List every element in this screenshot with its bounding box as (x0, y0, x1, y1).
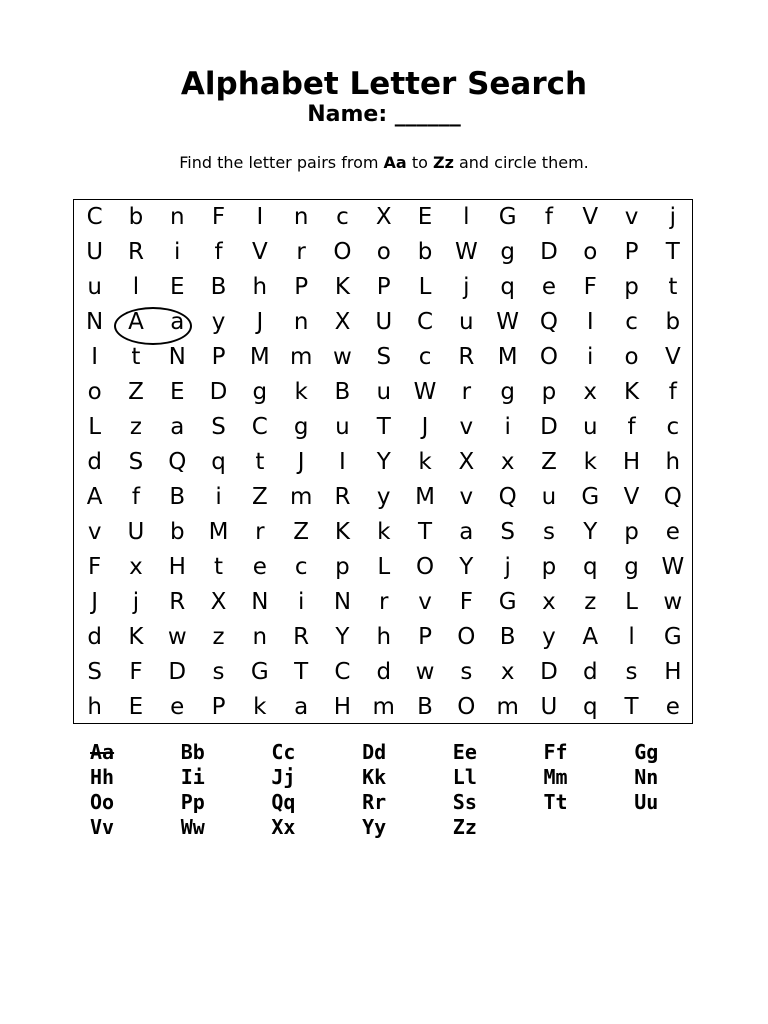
grid-letter: l (628, 624, 635, 650)
grid-letter: P (294, 274, 309, 300)
grid-letter: O (415, 554, 435, 580)
grid-letter: Q (539, 309, 558, 335)
grid-letter: B (334, 379, 351, 405)
grid-letter: l (132, 274, 140, 300)
grid-letter: Z (293, 519, 310, 545)
grid-letter: w (333, 344, 352, 370)
grid-letter: Y (583, 519, 598, 545)
grid-letter: U (540, 694, 558, 720)
grid-letter: F (88, 554, 102, 580)
grid-letter: U (127, 519, 145, 545)
letter-pair-item: Rr (362, 790, 387, 814)
grid-letter: d (87, 624, 102, 650)
letter-pair-item: Ww (180, 815, 205, 839)
grid-letter: h (87, 694, 102, 720)
grid-letter: M (497, 344, 518, 370)
grid-letter: I (339, 449, 346, 475)
letter-pair-item: Hh (90, 765, 115, 789)
letter-pair-item: Ii (180, 765, 205, 789)
grid-letter: u (87, 274, 102, 300)
grid-letter: r (296, 239, 306, 265)
grid-letter: a (294, 694, 309, 720)
grid-letter: w (663, 589, 683, 615)
letter-grid (73, 199, 693, 724)
grid-letter: j (669, 204, 677, 230)
grid-letter: u (459, 309, 474, 335)
grid-letter: K (128, 624, 144, 650)
grid-letter: m (496, 694, 519, 720)
letter-pair-item: Gg (634, 740, 659, 764)
grid-letter: f (214, 239, 223, 265)
grid-letter: q (211, 449, 226, 475)
grid-letter: i (215, 484, 222, 510)
grid-letter: m (372, 694, 395, 720)
letter-pair-item: Pp (180, 790, 205, 814)
grid-letter: t (668, 274, 678, 300)
grid-letter: F (583, 274, 597, 300)
grid-letter: k (294, 379, 308, 405)
instructions-to-pair: Zz (432, 153, 454, 172)
grid-letter: y (376, 484, 391, 510)
grid-letter: n (252, 624, 268, 650)
instructions (0, 152, 768, 174)
grid-letter: o (583, 239, 598, 265)
grid-letter: B (417, 694, 433, 720)
grid-letter: w (415, 659, 435, 685)
grid-letter: W (454, 239, 478, 265)
grid-letter: R (293, 624, 310, 650)
letter-pair-item: Ee (452, 740, 477, 764)
grid-letter: R (458, 344, 475, 370)
grid-letter: j (504, 554, 511, 580)
grid-letter: r (461, 379, 472, 405)
grid-letter: b (169, 519, 185, 545)
grid-letter: L (377, 554, 391, 580)
grid-letter: b (128, 204, 144, 230)
grid-letter: k (253, 694, 267, 720)
grid-letter: N (86, 309, 104, 335)
grid-letter: U (86, 239, 104, 265)
grid-letter: S (500, 519, 515, 545)
grid-letter: o (624, 344, 639, 370)
grid-letter: o (376, 239, 391, 265)
grid-letter: V (623, 484, 640, 510)
grid-letter: G (250, 659, 269, 685)
grid-letter: b (665, 309, 681, 335)
grid-letter: V (664, 344, 681, 370)
grid-letter: q (500, 274, 515, 300)
grid-letter: Q (168, 449, 187, 475)
grid-letter: g (252, 379, 268, 405)
grid-letter: M (208, 519, 229, 545)
grid-letter: s (212, 659, 225, 685)
grid-letter: n (293, 309, 309, 335)
grid-letter: D (168, 659, 187, 685)
grid-letter: e (252, 554, 267, 580)
grid-letter: S (211, 414, 226, 440)
grid-letter: g (624, 554, 639, 580)
grid-letter: N (251, 589, 269, 615)
grid-letter: Q (663, 484, 682, 510)
grid-letter: y (211, 309, 226, 335)
grid-letter: L (418, 274, 432, 300)
grid-letter: z (584, 589, 597, 615)
letter-pair-item: Mm (543, 765, 568, 789)
grid-letter: C (334, 659, 351, 685)
grid-letter: s (625, 659, 638, 685)
grid-letter: M (415, 484, 435, 510)
grid-letter: L (88, 414, 102, 440)
grid-letter: x (129, 554, 143, 580)
grid-letter: U (375, 309, 393, 335)
grid-letter: F (211, 204, 226, 230)
letter-pair-item: Vv (90, 815, 115, 839)
grid-letter: u (541, 484, 557, 510)
grid-letter: g (500, 379, 515, 405)
grid-letter: Y (376, 449, 391, 475)
grid-letter: H (168, 554, 186, 580)
grid-letter: v (87, 519, 102, 545)
grid-letter: u (582, 414, 598, 440)
grid-letter: O (457, 694, 476, 720)
grid-letter: R (127, 239, 144, 265)
letter-pair-item: Bb (180, 740, 205, 764)
grid-letter: D (540, 414, 558, 440)
letter-pair-item: Ff (543, 740, 568, 764)
grid-letter: T (376, 414, 391, 440)
grid-letter: B (210, 274, 227, 300)
grid-letter: V (251, 239, 268, 265)
grid-letter: F (459, 589, 473, 615)
instructions-text-after: and circle them. (453, 153, 589, 172)
grid-letter: q (582, 694, 598, 720)
grid-letter: l (463, 204, 470, 230)
grid-letter: n (169, 204, 185, 230)
grid-letter: k (583, 449, 597, 475)
grid-letter: K (623, 379, 640, 405)
grid-letter: s (542, 519, 555, 545)
grid-letter: P (211, 694, 226, 720)
grid-letter: Y (459, 554, 474, 580)
grid-letter: c (625, 309, 638, 335)
grid-letter: f (668, 379, 677, 405)
grid-letter: F (129, 659, 143, 685)
grid-letter: y (542, 624, 556, 650)
grid-letter: i (587, 344, 594, 370)
grid-letter: G (498, 589, 517, 615)
grid-letter: v (459, 484, 474, 510)
grid-letter: S (87, 659, 102, 685)
grid-letter: R (169, 589, 186, 615)
grid-letter: Z (251, 484, 268, 510)
grid-letter: c (418, 344, 432, 370)
grid-letter: N (168, 344, 186, 370)
grid-letter: X (375, 204, 392, 230)
grid-letter: v (624, 204, 639, 230)
grid-letter: f (131, 484, 140, 510)
letter-pair-item: Uu (634, 790, 659, 814)
grid-letter: L (625, 589, 638, 615)
grid-letter: H (664, 659, 682, 685)
grid-letter: E (128, 694, 144, 720)
grid-letter: g (293, 414, 309, 440)
letter-pair-item: Kk (362, 765, 387, 789)
grid-letter: O (539, 344, 558, 370)
grid-letter: i (174, 239, 181, 265)
grid-letter: W (661, 554, 685, 580)
letter-pair-item: Nn (634, 765, 659, 789)
grid-letter: T (665, 239, 680, 265)
grid-letter: x (500, 449, 515, 475)
grid-letter: V (582, 204, 599, 230)
grid-letter: q (582, 554, 598, 580)
grid-letter: P (624, 239, 639, 265)
letter-pair-item: Ll (452, 765, 477, 789)
grid-letter: p (541, 379, 557, 405)
letter-pair-item: Zz (452, 815, 477, 839)
letter-pair-item: Tt (543, 790, 568, 814)
grid-letter: H (622, 449, 641, 475)
grid-letter: e (541, 274, 557, 300)
grid-letter: s (460, 659, 473, 685)
grid-letter: P (376, 274, 391, 300)
grid-letter: W (413, 379, 437, 405)
grid-letter: e (170, 694, 185, 720)
grid-letter: K (334, 519, 350, 545)
grid-letter: K (334, 274, 350, 300)
grid-letter: P (211, 344, 226, 370)
letter-pair-item: Oo (90, 790, 115, 814)
grid-letter: p (624, 274, 639, 300)
grid-letter: Z (541, 449, 557, 475)
grid-letter: e (665, 694, 680, 720)
grid-letter: p (335, 554, 350, 580)
grid-letter: d (582, 659, 598, 685)
grid-letter: n (293, 204, 309, 230)
grid-letter: N (333, 589, 352, 615)
instructions-text-before: Find the letter pairs from (179, 153, 384, 172)
grid-letter: X (210, 589, 227, 615)
grid-letter: I (586, 309, 594, 335)
grid-letter: I (256, 204, 264, 230)
grid-letter: p (624, 519, 639, 545)
grid-letter: t (131, 344, 141, 370)
grid-letter: a (170, 414, 185, 440)
grid-letter: d (87, 449, 102, 475)
letter-pair-item: Dd (362, 740, 387, 764)
letter-pair-item: Aa (90, 740, 115, 764)
grid-letter: h (665, 449, 681, 475)
grid-letter: A (128, 309, 144, 335)
grid-letter: H (333, 694, 352, 720)
grid-letter: E (169, 379, 185, 405)
grid-letter: z (129, 414, 142, 440)
grid-letter: E (169, 274, 185, 300)
grid-letter: g (500, 239, 515, 265)
letter-pair-item: Xx (271, 815, 296, 839)
grid-letter: B (499, 624, 516, 650)
grid-letter: r (255, 519, 265, 545)
grid-letter: r (379, 589, 389, 615)
grid-letter: j (132, 589, 140, 615)
grid-letter: X (334, 309, 351, 335)
grid-letter: I (91, 344, 99, 370)
grid-letter: S (376, 344, 392, 370)
grid-letter: E (417, 204, 433, 230)
grid-letter: C (86, 204, 103, 230)
grid-letter: G (498, 204, 517, 230)
grid-letter: G (663, 624, 682, 650)
grid-letter: X (458, 449, 475, 475)
grid-letter: O (457, 624, 476, 650)
grid-letter: Y (335, 624, 350, 650)
letter-pair-item: Qq (271, 790, 296, 814)
circled-pair-mark (114, 307, 192, 345)
grid-letter: u (376, 379, 392, 405)
grid-letter: z (212, 624, 225, 650)
grid-letter: D (540, 659, 558, 685)
page-title: Alphabet Letter Search (180, 66, 588, 102)
instructions-text-middle: to (406, 153, 433, 172)
grid-letter: k (377, 519, 391, 545)
grid-letter: k (418, 449, 432, 475)
grid-letter: T (418, 519, 433, 545)
grid-letter: p (541, 554, 557, 580)
grid-letter: x (542, 589, 556, 615)
grid-letter: J (421, 414, 429, 440)
grid-letter: m (289, 344, 313, 370)
grid-letter: b (417, 239, 433, 265)
grid-letter: c (336, 204, 349, 230)
grid-letter: f (544, 204, 553, 230)
letter-pair-item: Cc (271, 740, 296, 764)
grid-letter: M (249, 344, 270, 370)
grid-letter: S (128, 449, 144, 475)
grid-letter: j (463, 274, 470, 300)
letter-pair-item: Jj (271, 765, 296, 789)
grid-letter: a (170, 309, 185, 335)
grid-letter: D (540, 239, 558, 265)
grid-letter: G (581, 484, 600, 510)
grid-letter: w (167, 624, 187, 650)
grid-letter: a (459, 519, 474, 545)
grid-letter: u (335, 414, 350, 440)
grid-letter: Q (498, 484, 517, 510)
grid-letter: v (418, 589, 432, 615)
grid-letter: f (627, 414, 636, 440)
grid-letter: P (418, 624, 432, 650)
grid-letter: Z (128, 379, 144, 405)
name-line: Name: ______ (307, 102, 461, 127)
grid-letter: J (91, 589, 99, 615)
grid-letter: B (169, 484, 186, 510)
grid-letter: x (500, 659, 515, 685)
grid-letter: d (376, 659, 392, 685)
grid-letter: A (86, 484, 103, 510)
grid-letter: o (87, 379, 102, 405)
grid-letter: O (333, 239, 352, 265)
grid-letter: J (297, 449, 305, 475)
letter-pair-item: Yy (362, 815, 387, 839)
grid-letter: i (297, 589, 305, 615)
grid-letter: e (665, 519, 680, 545)
grid-letter: c (294, 554, 308, 580)
grid-letter: J (256, 309, 264, 335)
grid-letter: W (496, 309, 520, 335)
instructions-from-pair: Aa (383, 153, 407, 172)
grid-letter: D (209, 379, 228, 405)
grid-letter: x (583, 379, 598, 405)
grid-letter: m (289, 484, 313, 510)
grid-letter: T (294, 659, 309, 685)
grid-letter: c (666, 414, 680, 440)
grid-letter: A (582, 624, 599, 650)
grid-letter: h (376, 624, 392, 650)
grid-letter: i (504, 414, 511, 440)
grid-letter: t (214, 554, 224, 580)
grid-letter: v (459, 414, 474, 440)
grid-letter: C (417, 309, 434, 335)
grid-letter: t (255, 449, 265, 475)
grid-letter: h (252, 274, 268, 300)
grid-letter: R (334, 484, 351, 510)
grid-letter: T (624, 694, 639, 720)
letter-pair-item: Ss (452, 790, 477, 814)
grid-letter: C (251, 414, 268, 440)
